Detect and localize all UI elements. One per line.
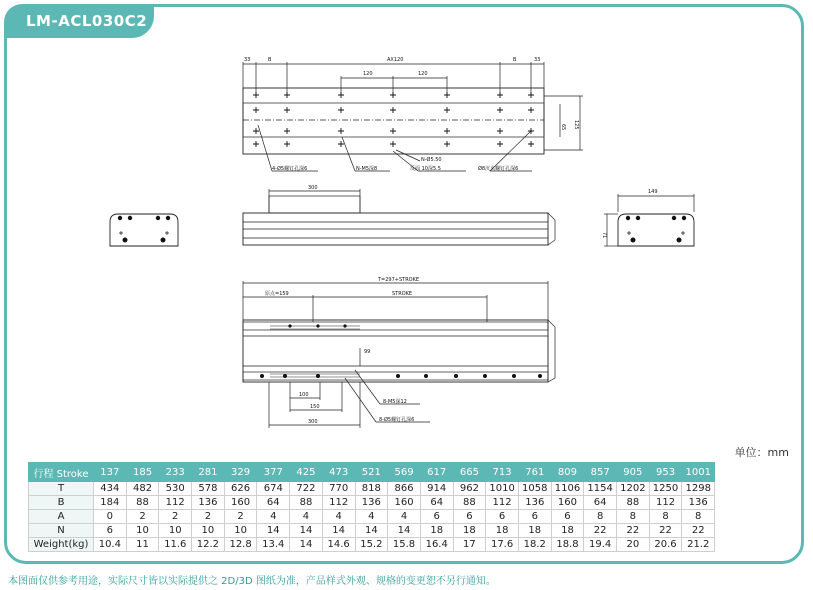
table-cell: 16.4: [420, 538, 453, 552]
table-row: [29, 496, 715, 510]
row-label: A: [29, 510, 94, 524]
dim-99: 99: [364, 349, 371, 355]
callout-screw-holes: 4-Ø5螺钉孔深6: [272, 166, 308, 172]
table-cell: 2: [126, 510, 159, 524]
dim-71: 71: [601, 232, 607, 239]
table-cell: 1010: [486, 482, 519, 496]
table-cell: 160: [224, 496, 257, 510]
table-cell: 14: [322, 524, 355, 538]
table-cell: 18: [551, 524, 584, 538]
table-cell: 18: [486, 524, 519, 538]
table-cell: 4: [290, 510, 323, 524]
table-cell: 11: [126, 538, 159, 552]
row-label: N: [29, 524, 94, 538]
table-cell: 18: [518, 524, 551, 538]
table-cell: 88: [126, 496, 159, 510]
dim-b-left: B: [268, 57, 272, 63]
dim-120-b: 120: [418, 71, 428, 77]
table-cell: 1106: [551, 482, 584, 496]
table-cell: 962: [453, 482, 486, 496]
table-cell: 64: [257, 496, 290, 510]
bottom-view: [243, 281, 555, 428]
table-cell: 19.4: [584, 538, 617, 552]
table-cell: 18.8: [551, 538, 584, 552]
table-cell: 8: [682, 510, 715, 524]
dim-b-right: B: [513, 57, 517, 63]
stroke-cell: 809: [551, 463, 584, 482]
table-cell: 434: [94, 482, 127, 496]
spec-table: [28, 462, 715, 552]
callout-m5: N-M5深8: [356, 166, 378, 172]
stroke-cell: 233: [159, 463, 192, 482]
callout-back: 反面 10深5.5: [410, 166, 441, 172]
table-cell: 15.2: [355, 538, 388, 552]
stroke-cell: 761: [518, 463, 551, 482]
table-cell: 12.8: [224, 538, 257, 552]
stroke-cell: 857: [584, 463, 617, 482]
table-cell: 14: [355, 524, 388, 538]
footnote: 本图面仅供参考用途，实际尺寸皆以实际提供之 2D/3D 图纸为准，产品样式外观、规格的变更恕不另行通知。: [8, 576, 496, 587]
table-cell: 14: [290, 538, 323, 552]
table-cell: 1202: [617, 482, 650, 496]
dim-300-top: 300: [308, 185, 318, 191]
table-cell: 2: [192, 510, 225, 524]
table-cell: 22: [584, 524, 617, 538]
table-cell: 1250: [649, 482, 682, 496]
dim-149: 149: [648, 189, 658, 195]
table-cell: 136: [192, 496, 225, 510]
stroke-cell: 137: [94, 463, 127, 482]
stroke-cell: 953: [649, 463, 682, 482]
callout-n-dia: N-Ø5.50: [421, 157, 442, 163]
table-row: [29, 482, 715, 496]
table-cell: 4: [257, 510, 290, 524]
table-cell: 6: [518, 510, 551, 524]
table-header-row: [29, 463, 715, 482]
table-cell: 112: [486, 496, 519, 510]
stroke-cell: 665: [453, 463, 486, 482]
table-cell: 1298: [682, 482, 715, 496]
stroke-cell: 329: [224, 463, 257, 482]
dim-ax: AX120: [387, 57, 404, 63]
table-cell: 14: [388, 524, 421, 538]
table-cell: 10: [159, 524, 192, 538]
stroke-cell: 281: [192, 463, 225, 482]
table-cell: 8: [649, 510, 682, 524]
table-cell: 1058: [518, 482, 551, 496]
row-label: T: [29, 482, 94, 496]
table-cell: 6: [94, 524, 127, 538]
stroke-cell: 473: [322, 463, 355, 482]
table-cell: 770: [322, 482, 355, 496]
table-cell: 112: [322, 496, 355, 510]
table-cell: 14: [290, 524, 323, 538]
table-cell: 6: [420, 510, 453, 524]
dim-125: 125: [573, 120, 579, 130]
table-row: [29, 510, 715, 524]
table-cell: 136: [682, 496, 715, 510]
table-cell: 1154: [584, 482, 617, 496]
table-cell: 64: [584, 496, 617, 510]
table-cell: 160: [388, 496, 421, 510]
front-view: [243, 189, 555, 245]
table-cell: 6: [453, 510, 486, 524]
product-title: LM-ACL030C2: [4, 4, 154, 38]
table-cell: 2: [159, 510, 192, 524]
row-label: B: [29, 496, 94, 510]
stroke-cell: 377: [257, 463, 290, 482]
callout-8-m5: 8-M5深12: [383, 399, 407, 405]
dim-150: 150: [310, 404, 320, 410]
table-cell: 22: [682, 524, 715, 538]
table-cell: 866: [388, 482, 421, 496]
table-cell: 20.6: [649, 538, 682, 552]
table-cell: 4: [388, 510, 421, 524]
table-cell: 6: [486, 510, 519, 524]
unit-label: 单位：mm: [734, 446, 789, 459]
table-cell: 136: [355, 496, 388, 510]
dim-33-left: 33: [244, 57, 251, 63]
table-cell: 112: [159, 496, 192, 510]
table-cell: 12.2: [192, 538, 225, 552]
dim-300-bottom: 300: [308, 419, 318, 425]
table-cell: 184: [94, 496, 127, 510]
table-cell: 21.2: [682, 538, 715, 552]
table-cell: 10: [192, 524, 225, 538]
table-cell: 20: [617, 538, 650, 552]
callout-8-screw: 8-Ø5螺钉孔深6: [379, 417, 415, 423]
stroke-cell: 1001: [682, 463, 715, 482]
stroke-cell: 185: [126, 463, 159, 482]
table-cell: 674: [257, 482, 290, 496]
dim-120-a: 120: [363, 71, 373, 77]
stroke-cell: 617: [420, 463, 453, 482]
table-cell: 10: [126, 524, 159, 538]
table-cell: 136: [518, 496, 551, 510]
table-row: [29, 538, 715, 552]
table-cell: 530: [159, 482, 192, 496]
row-label: Weight(kg): [29, 538, 94, 552]
table-cell: 112: [649, 496, 682, 510]
table-cell: 10: [224, 524, 257, 538]
table-cell: 17: [453, 538, 486, 552]
table-cell: 10.4: [94, 538, 127, 552]
table-cell: 4: [355, 510, 388, 524]
table-cell: 88: [453, 496, 486, 510]
dim-100: 100: [299, 392, 309, 398]
right-end-view: [604, 194, 694, 246]
table-row: [29, 524, 715, 538]
dim-stroke: STROKE: [392, 291, 413, 297]
table-cell: 18: [453, 524, 486, 538]
dim-65: 65: [560, 124, 566, 131]
callout-counterbore: Ø8沉头螺钉孔深6: [478, 166, 519, 172]
header-label: 行程 Stroke: [29, 463, 94, 482]
stroke-cell: 521: [355, 463, 388, 482]
table-cell: 818: [355, 482, 388, 496]
table-cell: 22: [617, 524, 650, 538]
table-cell: 0: [94, 510, 127, 524]
table-cell: 914: [420, 482, 453, 496]
top-view: [243, 62, 583, 171]
table-cell: 8: [617, 510, 650, 524]
table-cell: 722: [290, 482, 323, 496]
table-cell: 11.6: [159, 538, 192, 552]
table-cell: 626: [224, 482, 257, 496]
table-cell: 14: [257, 524, 290, 538]
table-cell: 6: [551, 510, 584, 524]
stroke-cell: 713: [486, 463, 519, 482]
table-cell: 88: [290, 496, 323, 510]
table-cell: 17.6: [486, 538, 519, 552]
table-cell: 18: [420, 524, 453, 538]
table-cell: 13.4: [257, 538, 290, 552]
table-cell: 160: [551, 496, 584, 510]
dim-origin: 原点=159: [265, 291, 289, 297]
table-cell: 578: [192, 482, 225, 496]
table-cell: 2: [224, 510, 257, 524]
dim-total-length: T=297+STROKE: [378, 277, 420, 283]
table-cell: 482: [126, 482, 159, 496]
table-cell: 22: [649, 524, 682, 538]
table-cell: 4: [322, 510, 355, 524]
table-cell: 8: [584, 510, 617, 524]
stroke-cell: 425: [290, 463, 323, 482]
table-cell: 88: [617, 496, 650, 510]
left-end-view: [110, 214, 178, 246]
table-cell: 18.2: [518, 538, 551, 552]
stroke-cell: 905: [617, 463, 650, 482]
table-cell: 15.8: [388, 538, 421, 552]
table-cell: 14.6: [322, 538, 355, 552]
dim-33-right: 33: [534, 57, 541, 63]
table-cell: 64: [420, 496, 453, 510]
stroke-cell: 569: [388, 463, 421, 482]
